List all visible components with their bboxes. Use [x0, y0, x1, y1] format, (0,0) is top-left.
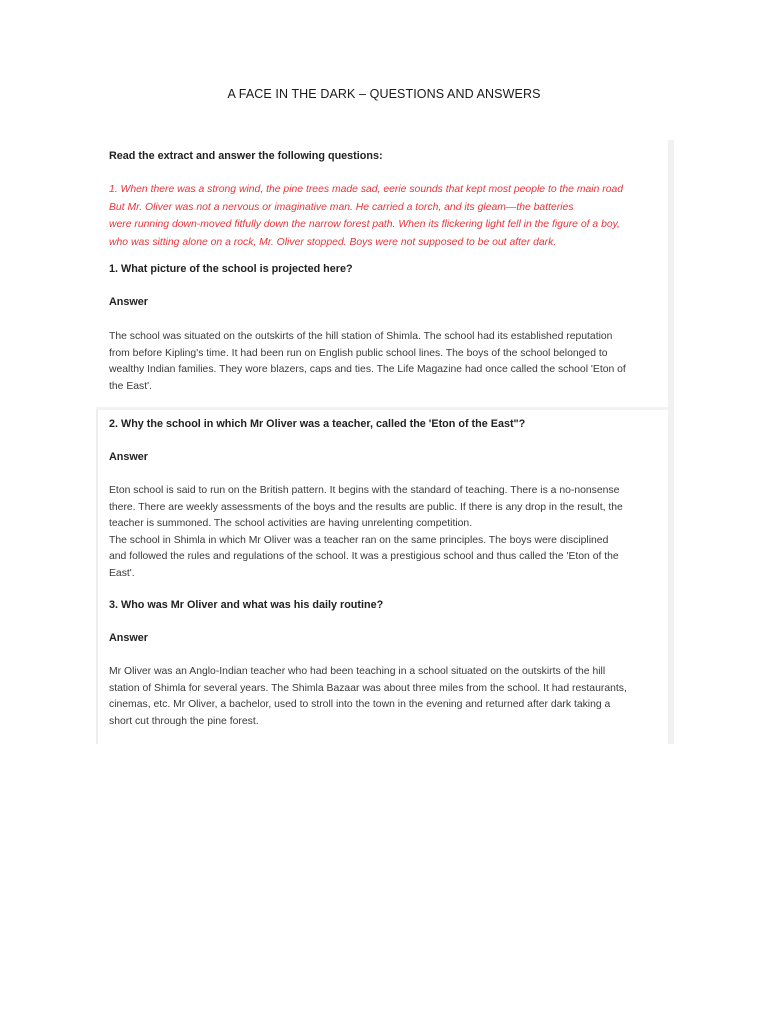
answer-line: cinemas, etc. Mr Oliver, a bachelor, used to stroll into the town in the evening and returned after dark taking a [109, 699, 611, 710]
answer-line: East'. [109, 567, 135, 579]
answer-2 [109, 483, 657, 582]
answer-label-2: Answer [109, 451, 149, 463]
extract-line: 1. When there was a strong wind, the pine trees made sad, eerie sounds that kept most people to the main road [109, 184, 624, 195]
instruction-heading: Read the extract and answer the following questions: [109, 150, 383, 162]
answer-line: short cut through the pine forest. [109, 715, 259, 727]
answer-line: teacher is summoned. The school activities are having unrelenting competition. [109, 518, 473, 529]
answer-line: Eton school is said to run on the British pattern. It begins with the standard of teaching. There is a no-nonsense [109, 485, 620, 496]
answer-line: there. There are weekly assessments of the boys and the results are public. If there is any drop in the result, the [109, 501, 623, 513]
answer-line: Mr Oliver was an Anglo-Indian teacher who had been teaching in a school situated on the outskirts of the hill [109, 666, 606, 677]
answer-3 [109, 664, 657, 730]
extract-line: who was sitting alone on a rock, Mr. Oliver stopped. Boys were not supposed to be out after dark. [109, 236, 557, 248]
answer-line: the East'. [109, 380, 152, 392]
panel-edge-left [96, 410, 98, 744]
answer-line: wealthy Indian families. They wore blazers, caps and ties. The Life Magazine had once called the school 'Eton of [109, 364, 626, 375]
answer-line: station of Shimla for several years. The Shimla Bazaar was about three miles from the school. It had restaurants, [109, 682, 627, 694]
question-2: 2. Why the school in which Mr Oliver was a teacher, called the 'Eton of the East"? [109, 418, 526, 430]
answer-1 [109, 329, 657, 395]
extract-line: were running down-moved fitfully down the narrow forest path. When its flickering light fell in the figure of a boy, [109, 219, 620, 230]
question-3: 3. Who was Mr Oliver and what was his daily routine? [109, 599, 384, 611]
answer-label-1: Answer [109, 296, 149, 308]
extract-line: But Mr. Oliver was not a nervous or imaginative man. He carried a torch, and its gleam—the batteries [109, 201, 574, 213]
answer-line: and followed the rules and regulations of the school. It was a prestigious school and thus called the 'Eton of the [109, 551, 619, 562]
extract-passage [109, 181, 657, 251]
page-title: A FACE IN THE DARK – QUESTIONS AND ANSWERS [227, 87, 541, 101]
answer-line: The school in Shimla in which Mr Oliver was a teacher ran on the same principles. The boys were disciplined [109, 534, 609, 546]
question-1: 1. What picture of the school is projected here? [109, 263, 353, 275]
answer-label-3: Answer [109, 632, 149, 644]
panel-edge-right [668, 140, 674, 744]
panel-divider [96, 407, 674, 410]
answer-line: from before Kipling's time. It had been run on English public school lines. The boys of the school belonged to [109, 347, 608, 359]
answer-line: The school was situated on the outskirts of the hill station of Shimla. The school had its established reputation [109, 331, 613, 342]
